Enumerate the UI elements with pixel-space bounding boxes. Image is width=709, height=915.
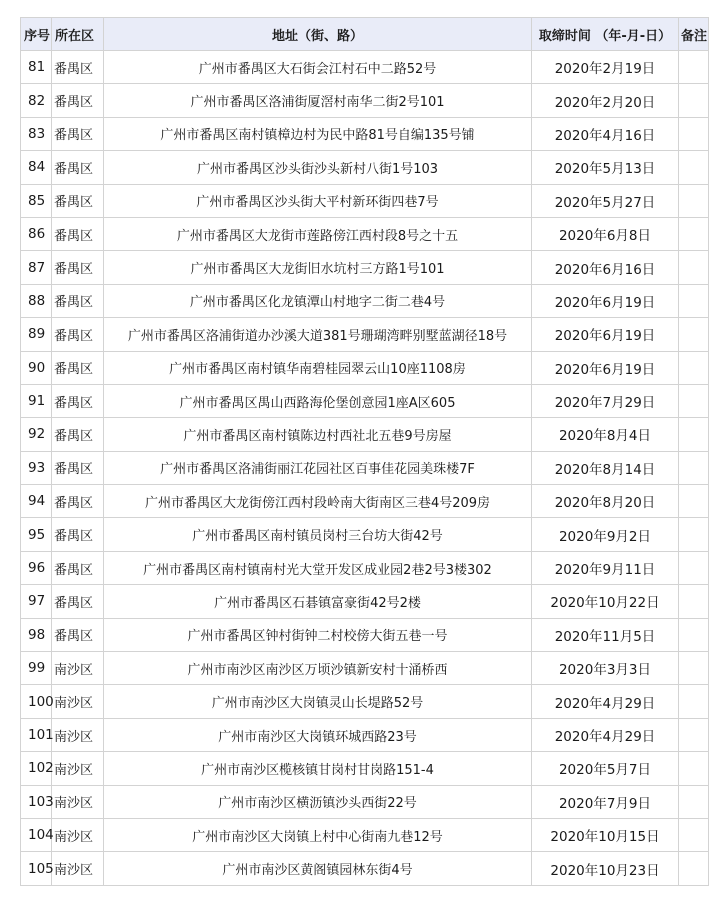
cell-closure-date: 2020年6月19日	[532, 284, 679, 317]
cell-district: 番禺区	[52, 217, 104, 250]
table-row	[21, 685, 709, 718]
cell-closure-date: 2020年10月23日	[532, 852, 679, 885]
cell-closure-date: 2020年6月19日	[532, 318, 679, 351]
cell-district: 番禺区	[52, 518, 104, 551]
cell-serial-number: 81	[21, 51, 52, 84]
cell-remarks	[679, 184, 709, 217]
cell-closure-date: 2020年11月5日	[532, 618, 679, 651]
table-row	[21, 752, 709, 785]
cell-closure-date: 2020年5月13日	[532, 151, 679, 184]
table-row	[21, 51, 709, 84]
cell-closure-date: 2020年5月7日	[532, 752, 679, 785]
cell-address: 广州市番禺区禺山西路海伦堡创意园1座A区605	[104, 384, 532, 417]
cell-address: 广州市番禺区沙头街大平村新环街四巷7号	[104, 184, 532, 217]
cell-address: 广州市南沙区南沙区万顷沙镇新安村十涌桥西	[104, 652, 532, 685]
cell-district: 番禺区	[52, 151, 104, 184]
table-row	[21, 551, 709, 584]
table-row	[21, 351, 709, 384]
cell-serial-number: 102	[21, 752, 52, 785]
cell-closure-date: 2020年4月29日	[532, 685, 679, 718]
cell-district: 番禺区	[52, 318, 104, 351]
cell-closure-date: 2020年4月29日	[532, 718, 679, 751]
table-row	[21, 217, 709, 250]
cell-closure-date: 2020年4月16日	[532, 117, 679, 150]
cell-address: 广州市番禺区南村镇陈边村西社北五巷9号房屋	[104, 418, 532, 451]
cell-address: 广州市番禺区化龙镇潭山村地字二街二巷4号	[104, 284, 532, 317]
table-row	[21, 585, 709, 618]
cell-remarks	[679, 84, 709, 117]
cell-address: 广州市番禺区洛浦街道办沙溪大道381号珊瑚湾畔别墅蓝湖径18号	[104, 318, 532, 351]
cell-serial-number: 99	[21, 652, 52, 685]
cell-remarks	[679, 284, 709, 317]
cell-district: 番禺区	[52, 284, 104, 317]
cell-remarks	[679, 51, 709, 84]
cell-closure-date: 2020年3月3日	[532, 652, 679, 685]
table-row	[21, 184, 709, 217]
cell-remarks	[679, 418, 709, 451]
header-remarks: 备注	[679, 18, 709, 51]
cell-district: 南沙区	[52, 752, 104, 785]
cell-closure-date: 2020年5月27日	[532, 184, 679, 217]
cell-serial-number: 105	[21, 852, 52, 885]
cell-remarks	[679, 785, 709, 818]
header-serial-number: 序号	[21, 18, 52, 51]
cell-address: 广州市南沙区大岗镇上村中心街南九巷12号	[104, 818, 532, 851]
cell-closure-date: 2020年7月29日	[532, 384, 679, 417]
table-row	[21, 451, 709, 484]
table-row	[21, 485, 709, 518]
cell-closure-date: 2020年8月20日	[532, 485, 679, 518]
cell-address: 广州市番禺区石碁镇富豪街42号2楼	[104, 585, 532, 618]
cell-serial-number: 96	[21, 551, 52, 584]
header-district: 所在区	[52, 18, 104, 51]
table-body	[21, 51, 709, 886]
cell-address: 广州市番禺区南村镇员岗村三台坊大街42号	[104, 518, 532, 551]
cell-address: 广州市番禺区大龙街旧水坑村三方路1号101	[104, 251, 532, 284]
cell-district: 南沙区	[52, 652, 104, 685]
cell-district: 南沙区	[52, 785, 104, 818]
cell-district: 番禺区	[52, 251, 104, 284]
table-row	[21, 852, 709, 885]
cell-district: 番禺区	[52, 485, 104, 518]
cell-address: 广州市番禺区大龙街市莲路傍江西村段8号之十五	[104, 217, 532, 250]
cell-remarks	[679, 685, 709, 718]
cell-district: 番禺区	[52, 585, 104, 618]
cell-serial-number: 87	[21, 251, 52, 284]
cell-district: 番禺区	[52, 51, 104, 84]
cell-address: 广州市南沙区黄阁镇园林东街4号	[104, 852, 532, 885]
cell-remarks	[679, 518, 709, 551]
table-row	[21, 418, 709, 451]
cell-remarks	[679, 318, 709, 351]
cell-address: 广州市番禺区洛浦街丽江花园社区百事佳花园美珠楼7F	[104, 451, 532, 484]
cell-remarks	[679, 151, 709, 184]
cell-address: 广州市南沙区横沥镇沙头西街22号	[104, 785, 532, 818]
table-row	[21, 84, 709, 117]
cell-serial-number: 103	[21, 785, 52, 818]
closure-table	[20, 17, 709, 886]
table-row	[21, 284, 709, 317]
table-row	[21, 785, 709, 818]
cell-district: 番禺区	[52, 384, 104, 417]
cell-district: 番禺区	[52, 451, 104, 484]
cell-remarks	[679, 852, 709, 885]
cell-serial-number: 94	[21, 485, 52, 518]
cell-closure-date: 2020年2月20日	[532, 84, 679, 117]
cell-district: 南沙区	[52, 685, 104, 718]
cell-remarks	[679, 384, 709, 417]
cell-address: 广州市南沙区大岗镇环城西路23号	[104, 718, 532, 751]
cell-district: 番禺区	[52, 184, 104, 217]
cell-remarks	[679, 718, 709, 751]
cell-remarks	[679, 752, 709, 785]
cell-remarks	[679, 618, 709, 651]
cell-closure-date: 2020年6月16日	[532, 251, 679, 284]
cell-serial-number: 93	[21, 451, 52, 484]
cell-remarks	[679, 351, 709, 384]
cell-remarks	[679, 117, 709, 150]
table-row	[21, 818, 709, 851]
table-row	[21, 318, 709, 351]
cell-serial-number: 98	[21, 618, 52, 651]
cell-remarks	[679, 451, 709, 484]
cell-closure-date: 2020年10月22日	[532, 585, 679, 618]
table-row	[21, 652, 709, 685]
cell-serial-number: 83	[21, 117, 52, 150]
cell-district: 南沙区	[52, 852, 104, 885]
cell-serial-number: 92	[21, 418, 52, 451]
cell-address: 广州市番禺区洛浦街厦滘村南华二街2号101	[104, 84, 532, 117]
cell-district: 番禺区	[52, 117, 104, 150]
header-address: 地址（街、路）	[104, 18, 532, 51]
cell-remarks	[679, 217, 709, 250]
table-row	[21, 618, 709, 651]
cell-closure-date: 2020年2月19日	[532, 51, 679, 84]
table-row	[21, 384, 709, 417]
cell-address: 广州市番禺区南村镇南村光大堂开发区成业园2巷2号3楼302	[104, 551, 532, 584]
cell-address: 广州市番禺区钟村街钟二村校傍大街五巷一号	[104, 618, 532, 651]
cell-address: 广州市番禺区沙头街沙头新村八街1号103	[104, 151, 532, 184]
cell-district: 南沙区	[52, 718, 104, 751]
cell-serial-number: 86	[21, 217, 52, 250]
cell-remarks	[679, 585, 709, 618]
cell-remarks	[679, 652, 709, 685]
cell-address: 广州市南沙区榄核镇甘岗村甘岗路151-4	[104, 752, 532, 785]
header-row	[21, 18, 709, 51]
table-row	[21, 151, 709, 184]
table-row	[21, 117, 709, 150]
cell-remarks	[679, 251, 709, 284]
cell-serial-number: 104	[21, 818, 52, 851]
table-row	[21, 518, 709, 551]
cell-remarks	[679, 485, 709, 518]
cell-address: 广州市番禺区南村镇樟边村为民中路81号自编135号铺	[104, 117, 532, 150]
cell-serial-number: 82	[21, 84, 52, 117]
cell-serial-number: 89	[21, 318, 52, 351]
cell-closure-date: 2020年6月8日	[532, 217, 679, 250]
cell-closure-date: 2020年6月19日	[532, 351, 679, 384]
cell-district: 番禺区	[52, 551, 104, 584]
cell-serial-number: 100	[21, 685, 52, 718]
cell-address: 广州市番禺区大石街会江村石中二路52号	[104, 51, 532, 84]
table-row	[21, 251, 709, 284]
cell-district: 番禺区	[52, 84, 104, 117]
cell-serial-number: 91	[21, 384, 52, 417]
cell-serial-number: 88	[21, 284, 52, 317]
table-header	[21, 18, 709, 51]
cell-address: 广州市番禺区大龙街傍江西村段岭南大街南区三巷4号209房	[104, 485, 532, 518]
cell-closure-date: 2020年10月15日	[532, 818, 679, 851]
table-row	[21, 718, 709, 751]
cell-remarks	[679, 551, 709, 584]
cell-serial-number: 95	[21, 518, 52, 551]
cell-district: 番禺区	[52, 618, 104, 651]
cell-district: 番禺区	[52, 351, 104, 384]
header-closure-date: 取缔时间 （年-月-日）	[532, 18, 679, 51]
cell-closure-date: 2020年8月14日	[532, 451, 679, 484]
cell-serial-number: 101	[21, 718, 52, 751]
cell-closure-date: 2020年7月9日	[532, 785, 679, 818]
cell-district: 番禺区	[52, 418, 104, 451]
cell-remarks	[679, 818, 709, 851]
cell-closure-date: 2020年9月11日	[532, 551, 679, 584]
cell-district: 南沙区	[52, 818, 104, 851]
cell-serial-number: 90	[21, 351, 52, 384]
cell-address: 广州市南沙区大岗镇灵山长堤路52号	[104, 685, 532, 718]
cell-serial-number: 84	[21, 151, 52, 184]
cell-address: 广州市番禺区南村镇华南碧桂园翠云山10座1108房	[104, 351, 532, 384]
cell-closure-date: 2020年8月4日	[532, 418, 679, 451]
cell-serial-number: 85	[21, 184, 52, 217]
cell-closure-date: 2020年9月2日	[532, 518, 679, 551]
cell-serial-number: 97	[21, 585, 52, 618]
